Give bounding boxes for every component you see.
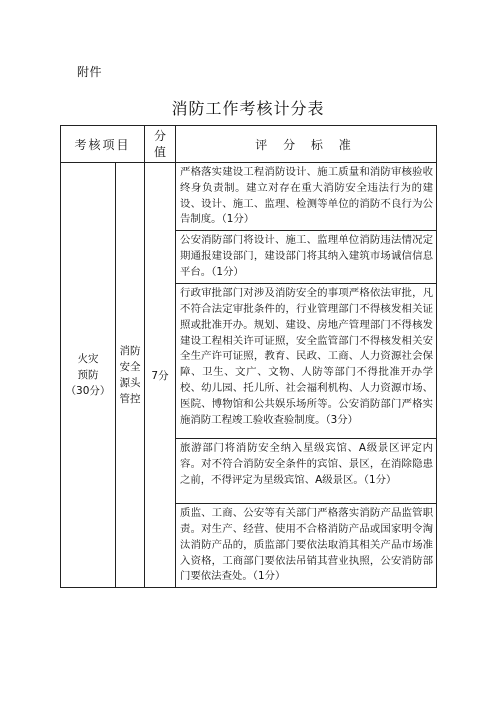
- attachment-label: 附件: [77, 65, 103, 79]
- criterion-cell: 行政审批部门对涉及消防安全的事项严格依法审批，凡不符合法定审批条件的，行业管理部门不得核发相关证照或批准开办。规划、建设、房地产管理部门不得核发建设工程相关许可证照，安全监管部门不得核发相关安全生产许可证照，教育、民政、工商、人力资源社会保障、卫生、文广、文物、人防等部门不得批准开办学校、幼儿园、托儿所、社会福利机构、人力资源市场、医院、博物馆和公共娱乐场所等。公安消防部门严格实施消防工程竣工验收查验制度。（3分）: [176, 284, 437, 439]
- category-fire-prevention: 火灾 预防 （30分）: [61, 163, 116, 588]
- page-title: 消防工作考核计分表: [171, 99, 325, 118]
- table-header-row: [61, 126, 437, 163]
- header-points: 分 值: [145, 126, 176, 163]
- criterion-cell: 公安消防部门将设计、施工、监理单位消防违法情况定期通报建设部门，建设部门将其纳入建筑市场诚信信息平台。（1分）: [176, 231, 437, 284]
- criterion-cell: 严格落实建设工程消防设计、施工质量和消防审核验收终身负责制。建立对存在重大消防安全违法行为的建设、设计、施工、监理、检测等单位的消防不良行为公告制度。（1分）: [176, 163, 437, 231]
- table-row: [61, 163, 437, 231]
- criterion-cell: 质监、工商、公安等有关部门严格落实消防产品监管职责。对生产、经营、使用不合格消防产品或国家明令淘汰消防产品的，质监部门要依法取消其相关产品市场准入资格，工商部门要依法吊销其营业执照，公安消防部门要依法查处。（1分）: [176, 504, 437, 588]
- criterion-cell: 旅游部门将消防安全纳入星级宾馆、A级景区评定内容。对不符合消防安全条件的宾馆、景区，在消除隐患之前，不得评定为星级宾馆、A级景区。（1分）: [176, 439, 437, 504]
- header-scoring-standard: 评 分 标 准: [176, 126, 437, 163]
- subcategory-points: 7分: [145, 163, 176, 588]
- scoring-table: [60, 125, 437, 588]
- subcategory-source-control: 消防 安全 源头 管控: [116, 163, 145, 588]
- header-assessment-item: 考核项目: [61, 126, 145, 163]
